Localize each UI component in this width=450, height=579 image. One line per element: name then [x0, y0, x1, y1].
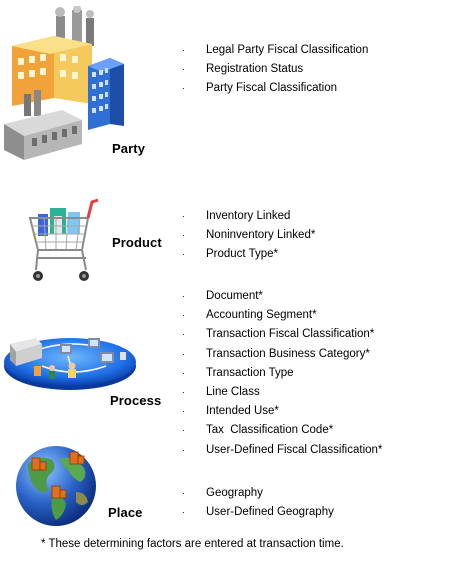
bullet-icon: ·	[182, 488, 185, 498]
list-item-label: Inventory Linked	[206, 210, 291, 222]
list-item	[182, 364, 382, 383]
list-item-label: Legal Party Fiscal Classification	[206, 44, 369, 56]
section-label-product: Product	[112, 235, 162, 250]
list-item	[182, 306, 382, 325]
list-item-label: Geography	[206, 487, 263, 499]
list-item	[182, 484, 334, 503]
list-item	[182, 325, 382, 344]
section-label-party: Party	[112, 141, 146, 156]
section-label-place: Place	[108, 505, 143, 520]
list-item	[182, 287, 382, 306]
bullet-icon: ·	[182, 348, 185, 359]
bullet-icon: ·	[182, 444, 185, 455]
bullet-icon: ·	[182, 406, 185, 417]
list-item-label: Product Type*	[206, 248, 279, 261]
bullet-icon: ·	[182, 45, 185, 55]
list-item	[182, 245, 315, 264]
list-item	[182, 79, 368, 98]
list-item-label: Transaction Type	[206, 366, 294, 379]
list-item-label: Intended Use*	[206, 405, 279, 418]
bullet-icon: ·	[182, 367, 185, 378]
party-factor-list	[182, 41, 368, 99]
list-item-label: Party Fiscal Classification	[206, 82, 338, 95]
process-factor-list	[182, 287, 382, 460]
list-item	[182, 345, 382, 364]
bullet-icon: ·	[182, 291, 185, 301]
list-item-label: Registration Status	[206, 63, 304, 76]
list-item	[182, 421, 382, 440]
list-item	[182, 503, 334, 522]
list-item-label: Document*	[206, 290, 263, 302]
list-item	[182, 383, 382, 402]
list-item	[182, 402, 382, 421]
list-item-label: Noninventory Linked*	[206, 229, 316, 242]
network-workflow-icon	[2, 322, 138, 394]
factory-buildings-icon	[2, 6, 130, 162]
bullet-icon: ·	[182, 507, 185, 518]
footnote: * These determining factors are entered at transaction time.	[41, 538, 344, 550]
list-item	[182, 226, 315, 245]
place-factor-list	[182, 484, 334, 522]
bullet-icon: ·	[182, 230, 185, 241]
list-item-label: Accounting Segment*	[206, 309, 317, 322]
globe-icon	[14, 444, 98, 528]
list-item-label: User-Defined Geography	[206, 506, 334, 519]
shopping-cart-icon	[24, 196, 100, 284]
list-item-label: Transaction Business Category*	[206, 347, 370, 360]
list-item-label: User-Defined Fiscal Classification*	[206, 443, 383, 456]
bullet-icon: ·	[182, 329, 185, 340]
section-label-process: Process	[110, 393, 162, 408]
bullet-icon: ·	[182, 386, 185, 397]
list-item-label: Line Class	[206, 385, 260, 398]
list-item-label: Transaction Fiscal Classification*	[206, 328, 375, 341]
product-factor-list	[182, 207, 315, 265]
list-item	[182, 441, 382, 460]
list-item	[182, 207, 315, 226]
list-item-label: Tax Classification Code*	[206, 424, 334, 437]
bullet-icon: ·	[182, 425, 185, 436]
bullet-icon: ·	[182, 249, 185, 260]
list-item	[182, 41, 368, 60]
bullet-icon: ·	[182, 83, 185, 94]
list-item	[182, 60, 368, 79]
bullet-icon: ·	[182, 310, 185, 321]
bullet-icon: ·	[182, 64, 185, 75]
bullet-icon: ·	[182, 211, 185, 221]
